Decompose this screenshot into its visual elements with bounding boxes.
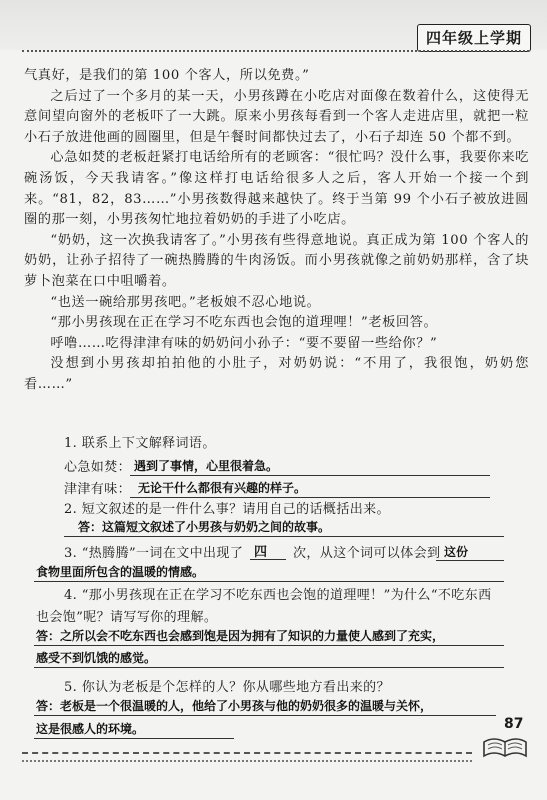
answer-text: 答：之所以会不吃东西也会感到饱是因为拥有了知识的力量使人感到了充实， bbox=[36, 629, 445, 643]
answer-text: 感受不到饥饿的感觉。 bbox=[36, 651, 157, 665]
answer-line bbox=[34, 738, 234, 739]
story-paragraph: 之后过了一个多月的某一天，小男孩蹲在小吃店对面像在数着什么，这使得无意间望向窗外的老板吓了一大跳。原来小男孩每看到一个客人走进店里，就把一粒小石子放进他画的圆圈里，但是午餐时间都快过去了，小石子却连 50 个都不到。 bbox=[24, 88, 529, 145]
answer-text: 答：这篇短文叙述了小男孩与奶奶之间的故事。 bbox=[78, 520, 331, 534]
answer-line bbox=[34, 645, 504, 646]
term-label: 心急如焚： bbox=[64, 460, 132, 475]
question-3-cont: 次，从这个词可以体会到 bbox=[293, 546, 441, 561]
story-text bbox=[24, 66, 529, 396]
answer-line bbox=[34, 581, 504, 582]
blank-line bbox=[250, 559, 286, 560]
answer-line bbox=[436, 560, 504, 561]
answer-text: 这是很感人的环境。 bbox=[36, 722, 145, 736]
story-paragraph: 呼噜……吃得津津有味的奶奶问小孙子：“要不要留一些给你？” bbox=[50, 335, 438, 351]
question-5: 5. 你认为老板是个怎样的人？你从哪些地方看出来的？ bbox=[64, 680, 390, 695]
answer-text: 遇到了事情，心里很着急。 bbox=[134, 459, 279, 473]
open-book-icon bbox=[480, 732, 530, 760]
page-number: 87 bbox=[504, 716, 524, 732]
grade-badge: 四年级上学期 bbox=[417, 24, 531, 52]
answer-text: 答：老板是一个很温暖的人，他给了小男孩与他的奶奶很多的温暖与关怀， bbox=[36, 699, 433, 713]
story-paragraph: “那小男孩现在正在学习不吃东西也会饱的道理哩！”老板回答。 bbox=[50, 315, 438, 331]
answer-text: 食物里面所包含的温暖的情感。 bbox=[36, 565, 205, 579]
question-2: 2. 短文叙述的是一件什么事？请用自己的话概括出来。 bbox=[64, 502, 390, 517]
answer-line bbox=[34, 667, 504, 668]
term-label: 津津有味： bbox=[64, 482, 132, 497]
question-3: 3. “热腾腾”一词在文中出现了 bbox=[64, 546, 244, 561]
answer-text: 这份 bbox=[444, 545, 469, 559]
story-paragraph: 气真好，是我们的第 100 个客人，所以免费。” bbox=[24, 68, 310, 83]
story-paragraph: “奶奶，这一次换我请客了。”小男孩有些得意地说。真正成为第 100 个客人的奶奶，让孙子招待了一碗热腾腾的牛肉汤饭。而小男孩就像之前奶奶那样，含了块萝卜泡菜在口中咀嚼着。 bbox=[24, 232, 529, 289]
header-divider bbox=[22, 50, 529, 52]
question-4-cont: 也会饱”呢？请写写你的理解。 bbox=[36, 610, 218, 625]
story-paragraph: “也送一碗给那男孩吧。”老板娘不忍心地说。 bbox=[50, 294, 321, 310]
answer-line bbox=[130, 475, 490, 476]
answer-line bbox=[64, 536, 504, 537]
footer-divider bbox=[22, 760, 472, 762]
question-4: 4. “那小男孩现在正在学习不吃东西也会饱的道理哩！”为什么“不吃东西 bbox=[64, 588, 492, 603]
story-paragraph: 没想到小男孩却拍拍他的小肚子，对奶奶说：“不用了，我很饱，奶奶您看……” bbox=[24, 356, 529, 392]
story-paragraph: 心急如焚的老板赶紧打电话给所有的老顾客：“很忙吗？没什么事，我要你来吃碗汤饭，今天我请客。”像这样打电话给很多人之后，客人开始一个接一个到来。“81，82，83……”小男孩数得越来越快了。终于当第 99 个小石子被放进圆圈的那一刻，小男孩匆忙地拉着奶奶的手进了小吃店。 bbox=[24, 150, 529, 228]
footer-divider bbox=[22, 752, 472, 754]
question-1: 1. 联系上下文解释词语。 bbox=[64, 436, 216, 451]
answer-text: 无论干什么都很有兴趣的样子。 bbox=[138, 481, 307, 495]
answer-line bbox=[34, 715, 496, 716]
blank-answer: 四 bbox=[254, 545, 268, 560]
